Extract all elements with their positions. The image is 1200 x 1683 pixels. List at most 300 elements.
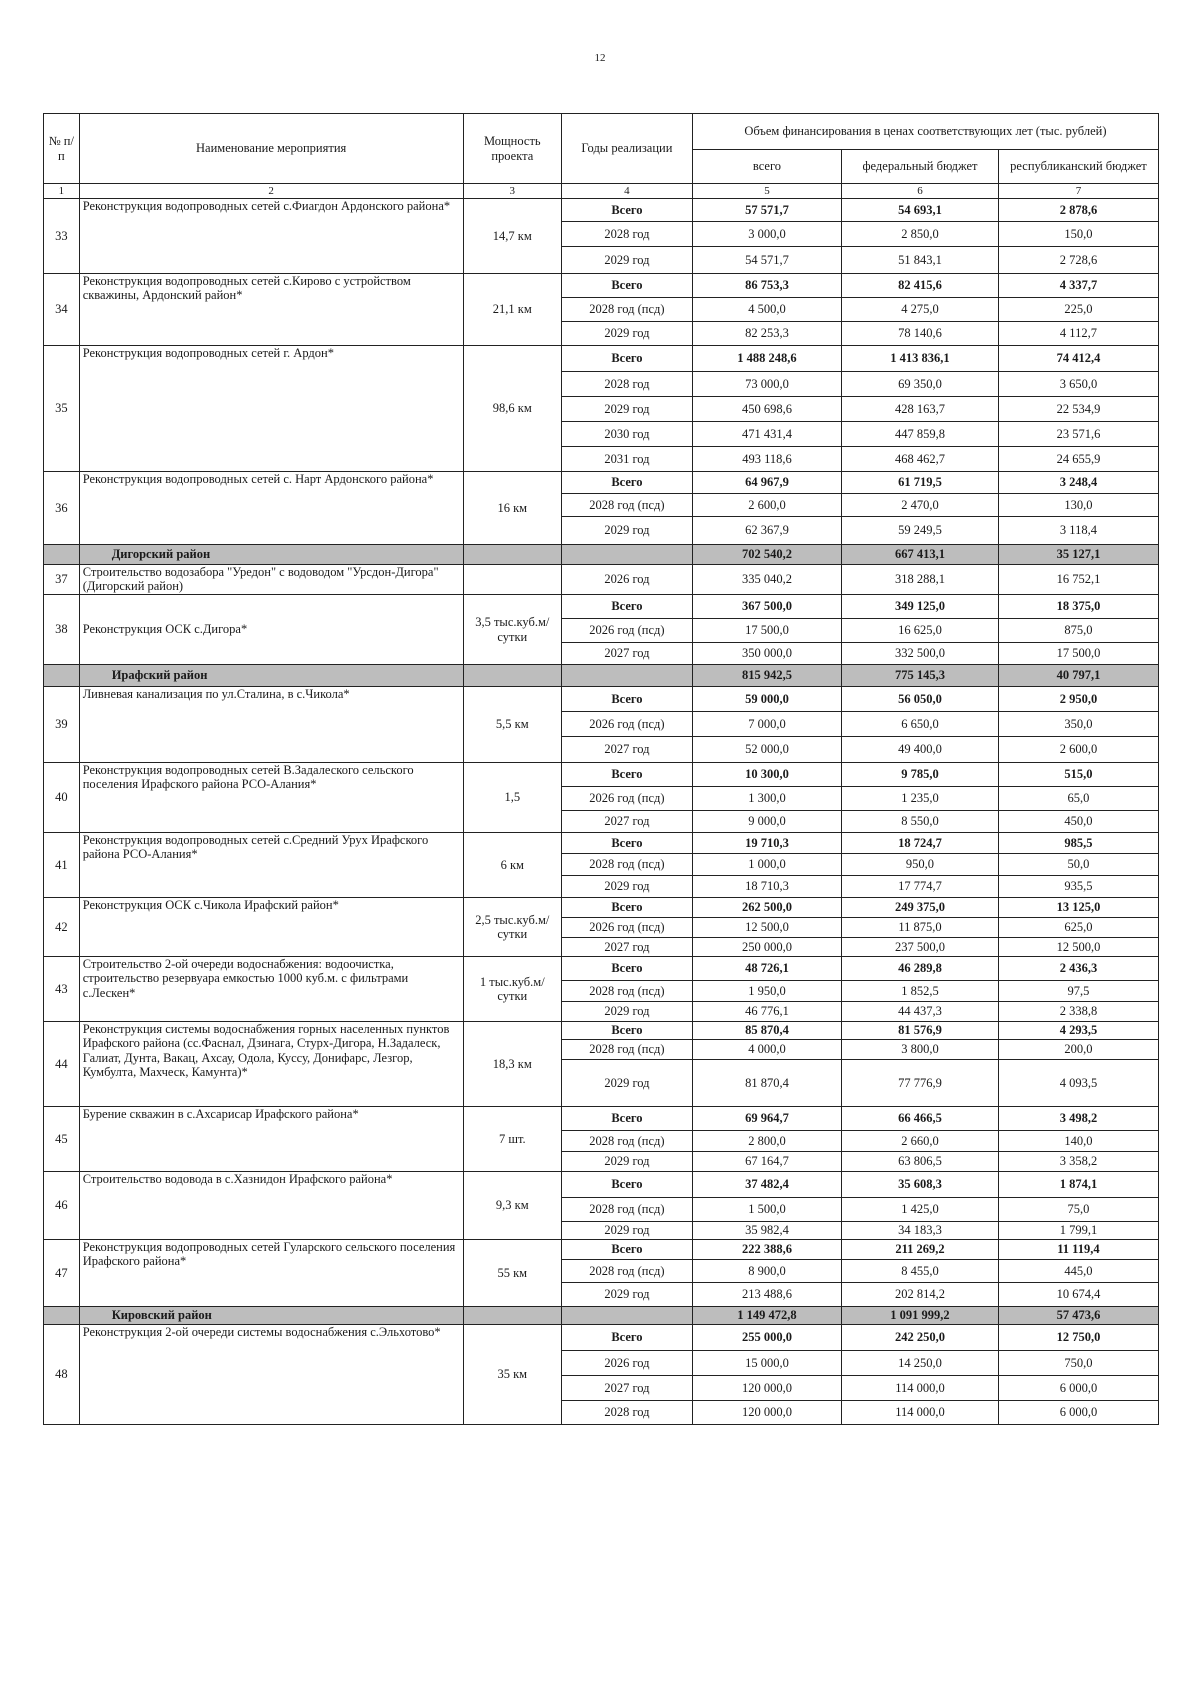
project-number: 46 xyxy=(44,1172,80,1240)
district-republic-value: 35 127,1 xyxy=(998,545,1158,565)
project-name: Реконструкция водопроводных сетей с. Нарт Ардонского района* xyxy=(79,472,463,545)
funding-republic: 12 750,0 xyxy=(998,1325,1158,1351)
funding-federal: 1 235,0 xyxy=(842,787,999,811)
project-capacity: 1,5 xyxy=(463,763,561,833)
project-capacity: 7 шт. xyxy=(463,1107,561,1172)
implementation-year: 2030 год xyxy=(562,422,693,447)
funding-republic: 130,0 xyxy=(998,494,1158,517)
funding-republic: 3 650,0 xyxy=(998,372,1158,397)
implementation-year: 2026 год (псд) xyxy=(562,787,693,811)
funding-federal: 59 249,5 xyxy=(842,517,999,545)
funding-total: 46 776,1 xyxy=(692,1002,841,1022)
funding-republic: 1 799,1 xyxy=(998,1222,1158,1240)
funding-total: 67 164,7 xyxy=(692,1152,841,1172)
funding-republic: 450,0 xyxy=(998,811,1158,833)
district-federal-value: 775 145,3 xyxy=(842,665,999,687)
funding-republic: 350,0 xyxy=(998,712,1158,737)
table-row xyxy=(44,1240,1159,1260)
funding-total: 1 488 248,6 xyxy=(692,346,841,372)
funding-federal: 34 183,3 xyxy=(842,1222,999,1240)
project-name: Строительство водовода в с.Хазнидон Ирафского района* xyxy=(79,1172,463,1240)
district-federal-value: 667 413,1 xyxy=(842,545,999,565)
implementation-year: Всего xyxy=(562,898,693,918)
funding-federal: 237 500,0 xyxy=(842,938,999,957)
implementation-year: 2027 год xyxy=(562,643,693,665)
funding-total: 255 000,0 xyxy=(692,1325,841,1351)
funding-federal: 18 724,7 xyxy=(842,833,999,854)
funding-republic: 2 338,8 xyxy=(998,1002,1158,1022)
project-capacity: 5,5 км xyxy=(463,687,561,763)
funding-republic: 6 000,0 xyxy=(998,1401,1158,1425)
table-row xyxy=(44,957,1159,981)
funding-federal: 2 470,0 xyxy=(842,494,999,517)
project-name: Реконструкция системы водоснабжения горных населенных пунктов Ирафского района (сс.Фаснал, Дзинага, Стурх-Дигора, Н.Задалеск, Галиат, Дунта, Вакац, Ахсау, Одола, Куссу, Донифарс, Лезгор, Кумбулта, Махческ, Камунта)* xyxy=(79,1022,463,1107)
district-total-value: 815 942,5 xyxy=(692,665,841,687)
funding-total: 82 253,3 xyxy=(692,322,841,346)
funding-republic: 200,0 xyxy=(998,1040,1158,1060)
project-number: 45 xyxy=(44,1107,80,1172)
implementation-year: 2026 год (псд) xyxy=(562,619,693,643)
project-number: 38 xyxy=(44,595,80,665)
implementation-year: Всего xyxy=(562,1022,693,1040)
implementation-year: 2028 год (псд) xyxy=(562,1131,693,1152)
funding-federal: 114 000,0 xyxy=(842,1376,999,1401)
district-num-cell xyxy=(44,665,80,687)
column-numbers-row xyxy=(44,184,1159,199)
funding-total: 18 710,3 xyxy=(692,876,841,898)
project-capacity: 2,5 тыс.куб.м/сутки xyxy=(463,898,561,957)
implementation-year: 2029 год xyxy=(562,1283,693,1307)
table-row xyxy=(44,1022,1159,1040)
district-capacity-cell xyxy=(463,545,561,565)
district-num-cell xyxy=(44,545,80,565)
funding-federal: 1 852,5 xyxy=(842,981,999,1002)
project-name: Ливневая канализация по ул.Сталина, в с.Чикола* xyxy=(79,687,463,763)
district-name: Кировский район xyxy=(79,1307,463,1325)
header-num: № п/п xyxy=(44,114,80,184)
funding-republic: 445,0 xyxy=(998,1260,1158,1283)
funding-federal: 46 289,8 xyxy=(842,957,999,981)
implementation-year: Всего xyxy=(562,274,693,298)
funding-federal: 202 814,2 xyxy=(842,1283,999,1307)
district-total-value: 702 540,2 xyxy=(692,545,841,565)
project-capacity: 21,1 км xyxy=(463,274,561,346)
implementation-year: 2028 год (псд) xyxy=(562,1198,693,1222)
funding-federal: 468 462,7 xyxy=(842,447,999,472)
district-num-cell xyxy=(44,1307,80,1325)
implementation-year: Всего xyxy=(562,346,693,372)
district-name: Ирафский район xyxy=(79,665,463,687)
project-number: 39 xyxy=(44,687,80,763)
project-number: 44 xyxy=(44,1022,80,1107)
implementation-year: Всего xyxy=(562,1240,693,1260)
funding-federal: 14 250,0 xyxy=(842,1351,999,1376)
district-years-cell xyxy=(562,665,693,687)
funding-total: 35 982,4 xyxy=(692,1222,841,1240)
project-name: Бурение скважин в с.Ахсарисар Ирафского района* xyxy=(79,1107,463,1172)
funding-federal: 3 800,0 xyxy=(842,1040,999,1060)
funding-total: 57 571,7 xyxy=(692,199,841,222)
page-number: 12 xyxy=(594,52,606,64)
funding-federal: 11 875,0 xyxy=(842,918,999,938)
table-row xyxy=(44,763,1159,787)
district-name: Дигорский район xyxy=(79,545,463,565)
table-row xyxy=(44,199,1159,222)
funding-federal: 69 350,0 xyxy=(842,372,999,397)
funding-federal: 78 140,6 xyxy=(842,322,999,346)
project-capacity: 16 км xyxy=(463,472,561,545)
funding-republic: 23 571,6 xyxy=(998,422,1158,447)
funding-total: 250 000,0 xyxy=(692,938,841,957)
header-years: Годы реализации xyxy=(562,114,693,184)
implementation-year: 2026 год (псд) xyxy=(562,712,693,737)
funding-total: 37 482,4 xyxy=(692,1172,841,1198)
implementation-year: 2029 год xyxy=(562,517,693,545)
funding-republic: 515,0 xyxy=(998,763,1158,787)
project-name: Реконструкция 2-ой очереди системы водоснабжения с.Эльхотово* xyxy=(79,1325,463,1425)
district-federal-value: 1 091 999,2 xyxy=(842,1307,999,1325)
funding-republic: 225,0 xyxy=(998,298,1158,322)
funding-federal: 16 625,0 xyxy=(842,619,999,643)
district-total-value: 1 149 472,8 xyxy=(692,1307,841,1325)
table-row xyxy=(44,274,1159,298)
project-capacity: 55 км xyxy=(463,1240,561,1307)
col-number: 1 xyxy=(44,184,80,199)
funding-republic: 2 600,0 xyxy=(998,737,1158,763)
funding-republic: 2 436,3 xyxy=(998,957,1158,981)
implementation-year: 2028 год (псд) xyxy=(562,1040,693,1060)
header-total: всего xyxy=(692,150,841,184)
funding-total: 2 800,0 xyxy=(692,1131,841,1152)
implementation-year: Всего xyxy=(562,1172,693,1198)
funding-federal: 8 455,0 xyxy=(842,1260,999,1283)
funding-republic: 75,0 xyxy=(998,1198,1158,1222)
project-number: 33 xyxy=(44,199,80,274)
funding-republic: 625,0 xyxy=(998,918,1158,938)
funding-federal: 332 500,0 xyxy=(842,643,999,665)
district-republic-value: 57 473,6 xyxy=(998,1307,1158,1325)
funding-republic: 18 375,0 xyxy=(998,595,1158,619)
funding-federal: 428 163,7 xyxy=(842,397,999,422)
funding-total: 64 967,9 xyxy=(692,472,841,494)
funding-total: 1 000,0 xyxy=(692,854,841,876)
funding-republic: 4 293,5 xyxy=(998,1022,1158,1040)
implementation-year: 2028 год xyxy=(562,1401,693,1425)
funding-federal: 249 375,0 xyxy=(842,898,999,918)
table-row xyxy=(44,687,1159,712)
table-row xyxy=(44,898,1159,918)
funding-republic: 3 358,2 xyxy=(998,1152,1158,1172)
project-number: 41 xyxy=(44,833,80,898)
project-name: Реконструкция водопроводных сетей В.Задалеского сельского поселения Ирафского района РСО-Алания* xyxy=(79,763,463,833)
table-row xyxy=(44,1107,1159,1131)
funding-republic: 3 498,2 xyxy=(998,1107,1158,1131)
funding-republic: 3 248,4 xyxy=(998,472,1158,494)
implementation-year: 2028 год (псд) xyxy=(562,854,693,876)
funding-total: 367 500,0 xyxy=(692,595,841,619)
project-capacity: 35 км xyxy=(463,1325,561,1425)
project-name: Строительство водозабора "Уредон" с водоводом "Урсдон-Дигора" (Дигорский район) xyxy=(79,565,463,595)
project-number: 36 xyxy=(44,472,80,545)
project-capacity: 98,6 км xyxy=(463,346,561,472)
project-name: Реконструкция ОСК с.Чикола Ирафский район* xyxy=(79,898,463,957)
project-number: 42 xyxy=(44,898,80,957)
funding-total: 19 710,3 xyxy=(692,833,841,854)
header-republic: республиканский бюджет xyxy=(998,150,1158,184)
funding-federal: 2 850,0 xyxy=(842,222,999,247)
funding-federal: 51 843,1 xyxy=(842,247,999,274)
implementation-year: 2027 год xyxy=(562,737,693,763)
header-funding: Объем финансирования в ценах соответствующих лет (тыс. рублей) xyxy=(692,114,1158,150)
funding-republic: 2 728,6 xyxy=(998,247,1158,274)
implementation-year: 2028 год (псд) xyxy=(562,1260,693,1283)
funding-federal: 44 437,3 xyxy=(842,1002,999,1022)
project-name: Реконструкция водопроводных сетей с.Фиагдон Ардонского района* xyxy=(79,199,463,274)
table-row xyxy=(44,833,1159,854)
funding-total: 81 870,4 xyxy=(692,1060,841,1107)
funding-total: 1 950,0 xyxy=(692,981,841,1002)
financing-table xyxy=(43,113,1159,1425)
project-capacity: 6 км xyxy=(463,833,561,898)
funding-total: 69 964,7 xyxy=(692,1107,841,1131)
project-capacity: 14,7 км xyxy=(463,199,561,274)
implementation-year: 2028 год (псд) xyxy=(562,494,693,517)
implementation-year: 2029 год xyxy=(562,876,693,898)
project-name: Реконструкция водопроводных сетей Гуларского сельского поселения Ирафского района* xyxy=(79,1240,463,1307)
header-capacity: Мощность проекта xyxy=(463,114,561,184)
implementation-year: 2028 год xyxy=(562,372,693,397)
funding-republic: 140,0 xyxy=(998,1131,1158,1152)
implementation-year: 2029 год xyxy=(562,1002,693,1022)
funding-republic: 11 119,4 xyxy=(998,1240,1158,1260)
funding-federal: 9 785,0 xyxy=(842,763,999,787)
funding-total: 1 500,0 xyxy=(692,1198,841,1222)
funding-republic: 50,0 xyxy=(998,854,1158,876)
funding-republic: 12 500,0 xyxy=(998,938,1158,957)
col-number: 5 xyxy=(692,184,841,199)
funding-total: 15 000,0 xyxy=(692,1351,841,1376)
col-number: 6 xyxy=(842,184,999,199)
project-number: 37 xyxy=(44,565,80,595)
project-name: Реконструкция водопроводных сетей с.Кирово с устройством скважины, Ардонский район* xyxy=(79,274,463,346)
funding-republic: 13 125,0 xyxy=(998,898,1158,918)
implementation-year: 2028 год (псд) xyxy=(562,981,693,1002)
table-row xyxy=(44,565,1159,595)
funding-republic: 24 655,9 xyxy=(998,447,1158,472)
implementation-year: 2026 год xyxy=(562,1351,693,1376)
funding-republic: 1 874,1 xyxy=(998,1172,1158,1198)
project-number: 47 xyxy=(44,1240,80,1307)
implementation-year: 2029 год xyxy=(562,1222,693,1240)
implementation-year: 2029 год xyxy=(562,322,693,346)
funding-republic: 4 337,7 xyxy=(998,274,1158,298)
implementation-year: Всего xyxy=(562,687,693,712)
funding-republic: 10 674,4 xyxy=(998,1283,1158,1307)
funding-republic: 6 000,0 xyxy=(998,1376,1158,1401)
funding-total: 350 000,0 xyxy=(692,643,841,665)
funding-total: 17 500,0 xyxy=(692,619,841,643)
funding-total: 59 000,0 xyxy=(692,687,841,712)
funding-federal: 1 413 836,1 xyxy=(842,346,999,372)
table-row xyxy=(44,1172,1159,1198)
project-capacity: 1 тыс.куб.м/сутки xyxy=(463,957,561,1022)
funding-federal: 242 250,0 xyxy=(842,1325,999,1351)
funding-total: 54 571,7 xyxy=(692,247,841,274)
implementation-year: 2028 год (псд) xyxy=(562,298,693,322)
funding-federal: 81 576,9 xyxy=(842,1022,999,1040)
district-capacity-cell xyxy=(463,665,561,687)
district-years-cell xyxy=(562,545,693,565)
project-number: 35 xyxy=(44,346,80,472)
funding-total: 9 000,0 xyxy=(692,811,841,833)
table-row xyxy=(44,472,1159,494)
funding-total: 2 600,0 xyxy=(692,494,841,517)
funding-federal: 82 415,6 xyxy=(842,274,999,298)
implementation-year: 2028 год xyxy=(562,222,693,247)
funding-federal: 49 400,0 xyxy=(842,737,999,763)
funding-total: 3 000,0 xyxy=(692,222,841,247)
funding-republic: 750,0 xyxy=(998,1351,1158,1376)
header-federal: федеральный бюджет xyxy=(842,150,999,184)
funding-total: 222 388,6 xyxy=(692,1240,841,1260)
funding-total: 12 500,0 xyxy=(692,918,841,938)
funding-republic: 17 500,0 xyxy=(998,643,1158,665)
funding-total: 4 000,0 xyxy=(692,1040,841,1060)
funding-federal: 63 806,5 xyxy=(842,1152,999,1172)
table-body xyxy=(44,199,1159,1425)
funding-total: 335 040,2 xyxy=(692,565,841,595)
funding-federal: 318 288,1 xyxy=(842,565,999,595)
funding-total: 4 500,0 xyxy=(692,298,841,322)
project-capacity xyxy=(463,565,561,595)
funding-republic: 2 950,0 xyxy=(998,687,1158,712)
project-number: 34 xyxy=(44,274,80,346)
implementation-year: Всего xyxy=(562,1107,693,1131)
implementation-year: Всего xyxy=(562,763,693,787)
implementation-year: 2031 год xyxy=(562,447,693,472)
table-row xyxy=(44,346,1159,372)
implementation-year: 2026 год xyxy=(562,565,693,595)
district-row xyxy=(44,545,1159,565)
implementation-year: 2029 год xyxy=(562,397,693,422)
implementation-year: Всего xyxy=(562,833,693,854)
funding-republic: 150,0 xyxy=(998,222,1158,247)
funding-republic: 16 752,1 xyxy=(998,565,1158,595)
implementation-year: 2029 год xyxy=(562,247,693,274)
funding-total: 52 000,0 xyxy=(692,737,841,763)
funding-republic: 3 118,4 xyxy=(998,517,1158,545)
funding-total: 10 300,0 xyxy=(692,763,841,787)
implementation-year: 2027 год xyxy=(562,811,693,833)
funding-federal: 56 050,0 xyxy=(842,687,999,712)
table-row xyxy=(44,595,1159,619)
funding-total: 73 000,0 xyxy=(692,372,841,397)
implementation-year: Всего xyxy=(562,472,693,494)
funding-republic: 4 112,7 xyxy=(998,322,1158,346)
project-name: Реконструкция водопроводных сетей г. Ардон* xyxy=(79,346,463,472)
funding-republic: 65,0 xyxy=(998,787,1158,811)
project-number: 48 xyxy=(44,1325,80,1425)
district-row xyxy=(44,1307,1159,1325)
district-capacity-cell xyxy=(463,1307,561,1325)
funding-total: 8 900,0 xyxy=(692,1260,841,1283)
project-name: Реконструкция ОСК с.Дигора* xyxy=(79,595,463,665)
funding-federal: 35 608,3 xyxy=(842,1172,999,1198)
implementation-year: 2029 год xyxy=(562,1152,693,1172)
project-name: Строительство 2-ой очереди водоснабжения: водоочистка, строительство резервуара емкостью 1000 куб.м. с фильтрами с.Лескен* xyxy=(79,957,463,1022)
project-name: Реконструкция водопроводных сетей с.Средний Урух Ирафского района РСО-Алания* xyxy=(79,833,463,898)
funding-total: 120 000,0 xyxy=(692,1401,841,1425)
header-name: Наименование мероприятия xyxy=(79,114,463,184)
project-number: 40 xyxy=(44,763,80,833)
col-number: 7 xyxy=(998,184,1158,199)
funding-federal: 6 650,0 xyxy=(842,712,999,737)
col-number: 2 xyxy=(79,184,463,199)
funding-total: 62 367,9 xyxy=(692,517,841,545)
project-capacity: 18,3 км xyxy=(463,1022,561,1107)
funding-federal: 8 550,0 xyxy=(842,811,999,833)
funding-republic: 2 878,6 xyxy=(998,199,1158,222)
district-republic-value: 40 797,1 xyxy=(998,665,1158,687)
funding-total: 450 698,6 xyxy=(692,397,841,422)
implementation-year: Всего xyxy=(562,199,693,222)
funding-republic: 97,5 xyxy=(998,981,1158,1002)
funding-federal: 61 719,5 xyxy=(842,472,999,494)
funding-federal: 77 776,9 xyxy=(842,1060,999,1107)
funding-total: 471 431,4 xyxy=(692,422,841,447)
funding-total: 213 488,6 xyxy=(692,1283,841,1307)
funding-total: 493 118,6 xyxy=(692,447,841,472)
funding-federal: 66 466,5 xyxy=(842,1107,999,1131)
district-row xyxy=(44,665,1159,687)
funding-federal: 950,0 xyxy=(842,854,999,876)
funding-total: 120 000,0 xyxy=(692,1376,841,1401)
funding-federal: 54 693,1 xyxy=(842,199,999,222)
table-row xyxy=(44,1325,1159,1351)
funding-total: 85 870,4 xyxy=(692,1022,841,1040)
implementation-year: Всего xyxy=(562,957,693,981)
col-number: 3 xyxy=(463,184,561,199)
implementation-year: 2029 год xyxy=(562,1060,693,1107)
col-number: 4 xyxy=(562,184,693,199)
project-capacity: 9,3 км xyxy=(463,1172,561,1240)
funding-federal: 4 275,0 xyxy=(842,298,999,322)
funding-federal: 114 000,0 xyxy=(842,1401,999,1425)
funding-federal: 211 269,2 xyxy=(842,1240,999,1260)
funding-total: 48 726,1 xyxy=(692,957,841,981)
funding-total: 7 000,0 xyxy=(692,712,841,737)
funding-total: 1 300,0 xyxy=(692,787,841,811)
funding-republic: 935,5 xyxy=(998,876,1158,898)
project-number: 43 xyxy=(44,957,80,1022)
funding-republic: 875,0 xyxy=(998,619,1158,643)
implementation-year: Всего xyxy=(562,1325,693,1351)
funding-federal: 349 125,0 xyxy=(842,595,999,619)
funding-republic: 74 412,4 xyxy=(998,346,1158,372)
implementation-year: 2027 год xyxy=(562,1376,693,1401)
project-capacity: 3,5 тыс.куб.м/сутки xyxy=(463,595,561,665)
funding-federal: 1 425,0 xyxy=(842,1198,999,1222)
implementation-year: 2026 год (псд) xyxy=(562,918,693,938)
funding-total: 86 753,3 xyxy=(692,274,841,298)
funding-federal: 447 859,8 xyxy=(842,422,999,447)
funding-federal: 17 774,7 xyxy=(842,876,999,898)
funding-republic: 985,5 xyxy=(998,833,1158,854)
district-years-cell xyxy=(562,1307,693,1325)
funding-total: 262 500,0 xyxy=(692,898,841,918)
funding-republic: 4 093,5 xyxy=(998,1060,1158,1107)
implementation-year: Всего xyxy=(562,595,693,619)
